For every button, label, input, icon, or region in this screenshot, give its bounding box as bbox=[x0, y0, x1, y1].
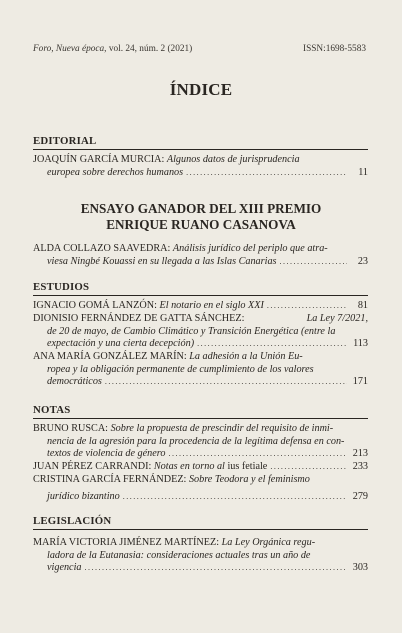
dot-leader bbox=[267, 300, 347, 313]
entry-author: DIONISIO FERNÁNDEZ DE GATTA SÁNCHEZ: bbox=[33, 313, 245, 324]
entry-title-cont: nencia de la agresión para la procedencia de la legítima defensa en con- bbox=[47, 435, 345, 447]
dot-leader bbox=[123, 491, 347, 504]
entry-author: IGNACIO GOMÁ LANZÓN: bbox=[33, 300, 157, 311]
section-heading-estudios: ESTUDIOS bbox=[33, 281, 368, 296]
page-number: 11 bbox=[358, 166, 368, 178]
entry-author: JOAQUÍN GARCÍA MURCIA: bbox=[33, 154, 165, 165]
page-title: ÍNDICE bbox=[169, 80, 233, 99]
page-number: 81 bbox=[357, 300, 368, 311]
dot-leader bbox=[105, 376, 347, 389]
page-number: 23 bbox=[357, 255, 368, 267]
running-head bbox=[33, 44, 366, 54]
toc-entry bbox=[33, 537, 368, 575]
toc-entry bbox=[33, 461, 368, 474]
dot-leader bbox=[186, 167, 347, 180]
entry-title: Algunos datos de jurisprudencia bbox=[166, 154, 300, 165]
entry-title-latin: ius fetiale bbox=[227, 461, 268, 472]
entry-title-cont: expectación y una cierta decepción) bbox=[47, 338, 195, 350]
entry-title-cont: jurídico bizantino bbox=[47, 490, 120, 502]
entry-title: La Ley Orgánica regu- bbox=[221, 537, 316, 548]
dot-leader bbox=[85, 562, 347, 575]
entry-title: Notas en torno al bbox=[153, 461, 225, 472]
prize-heading-line2: ENRIQUE RUANO CASANOVA bbox=[106, 217, 296, 232]
prize-heading bbox=[0, 201, 402, 233]
entry-title-cont: vigencia bbox=[47, 562, 82, 574]
entry-author: ALDA COLLAZO SAAVEDRA: bbox=[33, 243, 171, 254]
section-heading-editorial: EDITORIAL bbox=[33, 135, 368, 150]
entry-title-cont: democráticos bbox=[47, 376, 102, 388]
entry-title: El notario en el siglo XXI bbox=[159, 300, 264, 311]
section-heading-legislacion: LEGISLACIÓN bbox=[33, 515, 368, 530]
issn: ISSN:1698-5583 bbox=[302, 44, 366, 54]
toc-entry bbox=[33, 351, 368, 389]
toc-entry bbox=[33, 313, 368, 351]
page-number: 279 bbox=[352, 490, 368, 502]
entry-title: La Ley 7/2021, bbox=[306, 313, 368, 324]
prize-heading-line1: ENSAYO GANADOR DEL XIII PREMIO bbox=[80, 201, 322, 216]
entry-title-cont: de 20 de mayo, de Cambio Climático y Transición Energética (entre la bbox=[47, 325, 336, 337]
entry-author: MARÍA VICTORIA JIMÉNEZ MARTÍNEZ: bbox=[33, 537, 220, 548]
dot-leader bbox=[270, 461, 347, 474]
entry-title-cont: textos de violencia de género bbox=[47, 448, 166, 460]
page-number: 303 bbox=[352, 562, 368, 574]
entry-title: Análisis jurídico del periplo que atra- bbox=[172, 243, 328, 254]
dot-leader bbox=[197, 338, 347, 351]
dot-leader bbox=[168, 448, 347, 461]
dot-leader bbox=[280, 256, 347, 269]
toc-entry bbox=[33, 243, 368, 268]
entry-title-cont: viesa Ningbé Kouassi en su llegada a las Islas Canarias bbox=[47, 255, 277, 267]
entry-title-cont: europea sobre derechos humanos bbox=[47, 166, 184, 178]
page-number: 213 bbox=[352, 448, 368, 460]
entry-author: ANA MARÍA GONZÁLEZ MARÍN: bbox=[33, 351, 187, 362]
entry-title: Sobre Teodora y el feminismo bbox=[188, 474, 310, 485]
entry-title: Sobre la propuesta de prescindir del requisito de inmi- bbox=[110, 423, 334, 434]
toc-entry bbox=[33, 300, 368, 313]
toc-entry bbox=[33, 423, 368, 461]
toc-entry bbox=[33, 474, 368, 503]
entry-title-cont: ladora de la Eutanasia: consideraciones actuales tras un año de bbox=[47, 549, 311, 561]
page-number: 233 bbox=[352, 461, 368, 472]
entry-title: La adhesión a la Unión Eu- bbox=[189, 351, 303, 362]
entry-author: CRISTINA GARCÍA FERNÁNDEZ: bbox=[33, 474, 187, 485]
journal-name: Foro, Nueva época bbox=[33, 44, 105, 54]
entry-title-cont: ropea y la obligación permanente de cumplimiento de los valores bbox=[47, 363, 314, 375]
section-heading-notas: NOTAS bbox=[33, 404, 368, 419]
toc-entry bbox=[33, 154, 368, 179]
entry-author: BRUNO RUSCA: bbox=[33, 423, 109, 434]
entry-author: JUAN PÉREZ CARRANDI: bbox=[33, 461, 152, 472]
page-number: 113 bbox=[353, 338, 368, 350]
page-number: 171 bbox=[352, 376, 368, 388]
volume-info: , vol. 24, núm. 2 (2021) bbox=[104, 44, 193, 54]
